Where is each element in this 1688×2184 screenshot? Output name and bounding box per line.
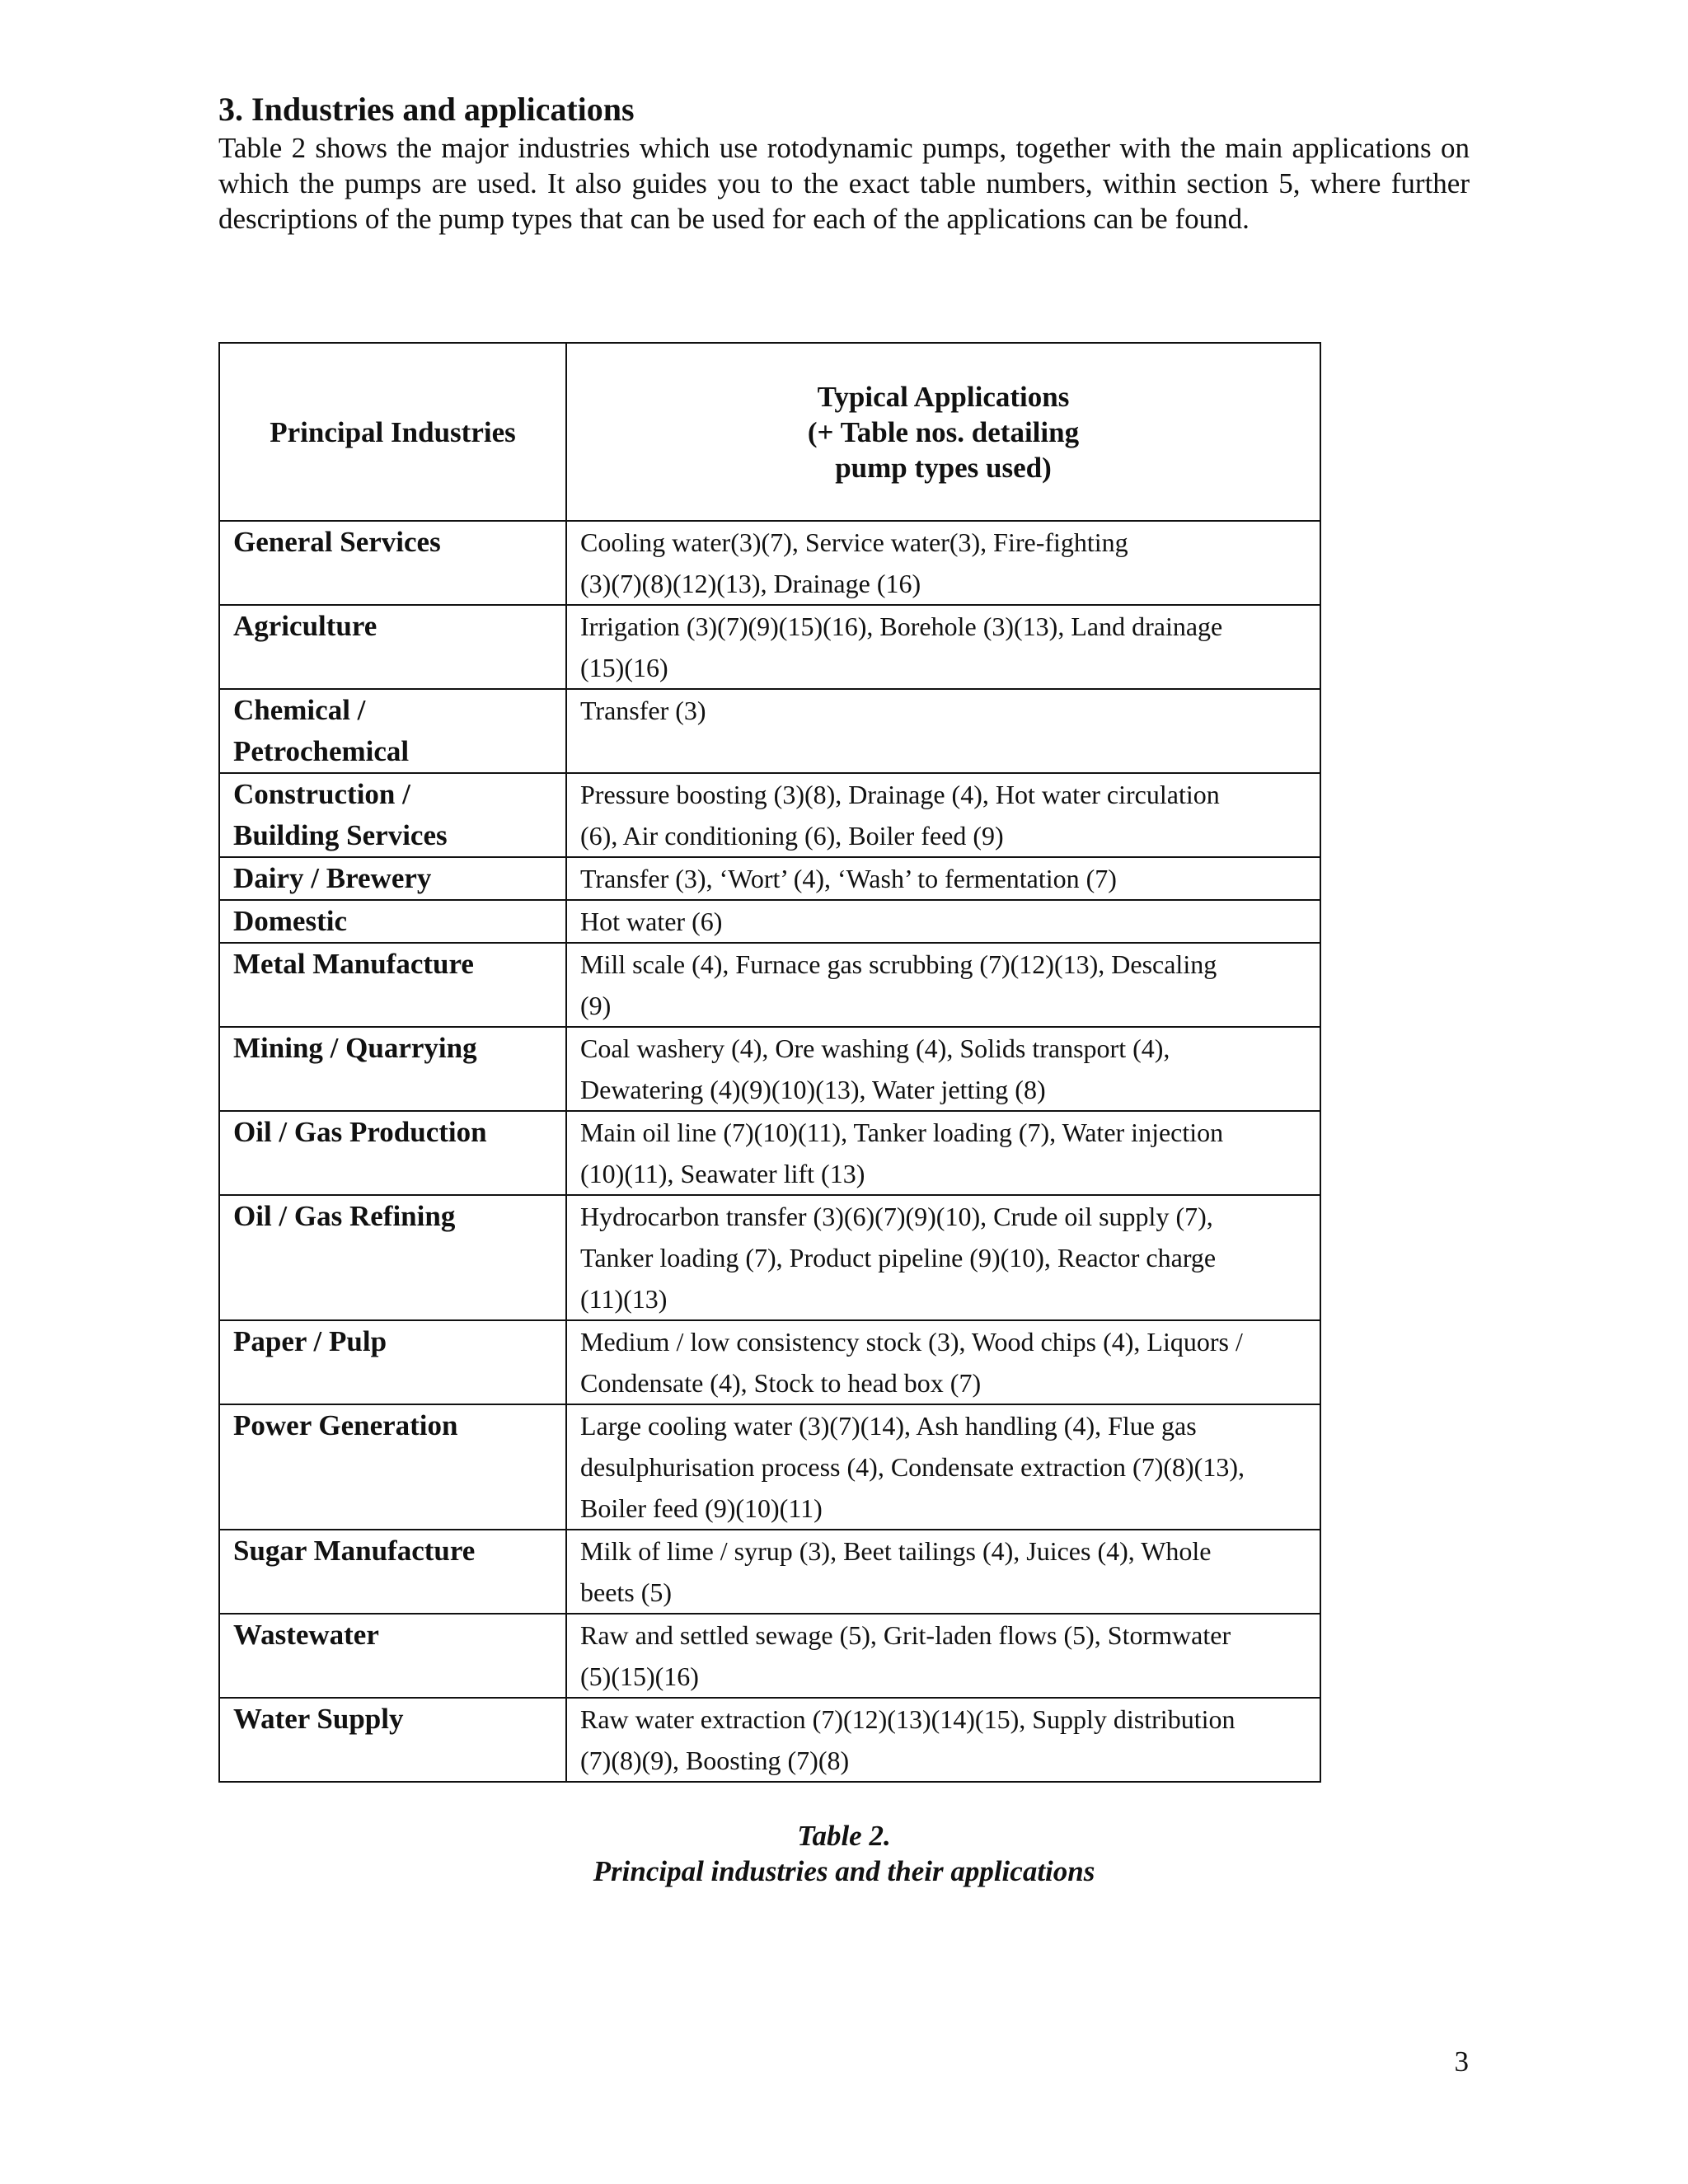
applications-cell — [566, 521, 1320, 605]
industry-name-line: Dairy / Brewery — [233, 862, 432, 894]
header-line: (+ Table nos. detailing — [807, 415, 1080, 448]
industry-cell — [219, 1614, 566, 1698]
table-row — [219, 900, 1320, 943]
table-row — [219, 1111, 1320, 1195]
table-row — [219, 1320, 1320, 1404]
industry-cell — [219, 1698, 566, 1782]
industry-cell — [219, 521, 566, 605]
industry-name-line: Oil / Gas Refining — [233, 1200, 456, 1232]
industry-name-line: General Services — [233, 526, 441, 558]
application-line: Pressure boosting (3)(8), Drainage (4), Hot water circulation — [580, 780, 1220, 809]
application-line: Coal washery (4), Ore washing (4), Solids transport (4), — [580, 1033, 1170, 1063]
application-line: Hot water (6) — [580, 907, 723, 936]
applications-cell — [566, 1111, 1320, 1195]
applications-cell — [566, 1195, 1320, 1320]
industry-cell — [219, 857, 566, 900]
applications-cell — [566, 605, 1320, 689]
industry-name-line: Construction / — [233, 778, 410, 810]
application-line: Hydrocarbon transfer (3)(6)(7)(9)(10), Crude oil supply (7), — [580, 1202, 1213, 1231]
application-line: beets (5) — [580, 1577, 673, 1607]
industry-name-line: Domestic — [233, 905, 348, 937]
industry-cell — [219, 1111, 566, 1195]
industry-name-line: Oil / Gas Production — [233, 1116, 487, 1148]
applications-cell — [566, 857, 1320, 900]
application-line: Raw water extraction (7)(12)(13)(14)(15), Supply distribution — [580, 1704, 1236, 1734]
application-line: Mill scale (4), Furnace gas scrubbing (7)(12)(13), Descaling — [580, 949, 1217, 979]
table-row — [219, 1530, 1320, 1614]
industry-name-line: Paper / Pulp — [233, 1325, 387, 1357]
table-row — [219, 1698, 1320, 1782]
industry-name-line: Petrochemical — [233, 735, 410, 767]
industry-name-line: Mining / Quarrying — [233, 1032, 477, 1064]
applications-cell — [566, 1404, 1320, 1530]
table-row — [219, 773, 1320, 857]
industry-cell — [219, 1404, 566, 1530]
applications-cell — [566, 1027, 1320, 1111]
application-line: (5)(15)(16) — [580, 1661, 699, 1691]
table-header-row — [219, 343, 1320, 521]
table-row — [219, 521, 1320, 605]
section-heading: 3. Industries and applications — [218, 91, 635, 128]
application-line: Medium / low consistency stock (3), Wood chips (4), Liquors / — [580, 1327, 1243, 1357]
industry-cell — [219, 689, 566, 773]
industry-cell — [219, 943, 566, 1027]
application-line: (10)(11), Seawater lift (13) — [580, 1159, 865, 1188]
applications-cell — [566, 1320, 1320, 1404]
application-line: Dewatering (4)(9)(10)(13), Water jetting (8) — [580, 1075, 1046, 1104]
applications-cell — [566, 1614, 1320, 1698]
application-line: (6), Air conditioning (6), Boiler feed (9) — [580, 821, 1004, 851]
industry-name-line: Chemical / — [233, 694, 366, 726]
industry-name-line: Wastewater — [233, 1619, 379, 1651]
industry-name-line: Metal Manufacture — [233, 948, 474, 980]
header-principal-industries: Principal Industries — [219, 343, 566, 521]
table-row — [219, 1027, 1320, 1111]
caption-title: Table 2. — [797, 1820, 891, 1852]
applications-cell — [566, 1698, 1320, 1782]
industry-name-line: Agriculture — [233, 610, 377, 642]
intro-paragraph: Table 2 shows the major industries which use rotodynamic pumps, together with the main applications on which the pumps are used. It also guides you to the exact table numbers, within section 5, where further descriptions of the pump types that can be used for each of the applications can be found. — [218, 132, 1470, 235]
application-line: Milk of lime / syrup (3), Beet tailings (4), Juices (4), Whole — [580, 1536, 1212, 1566]
caption-subtitle: Principal industries and their applications — [593, 1855, 1095, 1887]
application-line: (7)(8)(9), Boosting (7)(8) — [580, 1746, 850, 1775]
application-line: (3)(7)(8)(12)(13), Drainage (16) — [580, 569, 921, 598]
header-line: Typical Applications — [817, 380, 1070, 413]
header-line: pump types used) — [835, 451, 1052, 484]
industries-table — [218, 342, 1321, 1783]
application-line: Tanker loading (7), Product pipeline (9)(10), Reactor charge — [580, 1243, 1217, 1272]
industry-cell — [219, 1320, 566, 1404]
table-row — [219, 857, 1320, 900]
applications-cell — [566, 943, 1320, 1027]
table-row — [219, 605, 1320, 689]
application-line: (11)(13) — [580, 1284, 668, 1314]
industry-cell — [219, 900, 566, 943]
industry-name-line: Sugar Manufacture — [233, 1535, 476, 1567]
applications-cell — [566, 900, 1320, 943]
industry-name-line: Power Generation — [233, 1409, 458, 1441]
industry-cell — [219, 1530, 566, 1614]
table-row — [219, 943, 1320, 1027]
application-line: Transfer (3) — [580, 696, 706, 725]
application-line: Condensate (4), Stock to head box (7) — [580, 1368, 982, 1398]
application-line: Large cooling water (3)(7)(14), Ash handling (4), Flue gas — [580, 1411, 1197, 1441]
application-line: Raw and settled sewage (5), Grit-laden flows (5), Stormwater — [580, 1620, 1231, 1650]
table-body — [219, 521, 1320, 1782]
table-row — [219, 1614, 1320, 1698]
applications-cell — [566, 1530, 1320, 1614]
industry-name-line: Building Services — [233, 819, 448, 851]
application-line: Cooling water(3)(7), Service water(3), Fire-fighting — [580, 527, 1128, 557]
application-line: desulphurisation process (4), Condensate extraction (7)(8)(13), — [580, 1452, 1245, 1482]
page-number: 3 — [1454, 2046, 1469, 2078]
industry-cell — [219, 605, 566, 689]
industry-cell — [219, 1195, 566, 1320]
table-row — [219, 689, 1320, 773]
application-line: (9) — [580, 991, 612, 1020]
table-row — [219, 1195, 1320, 1320]
application-line: (15)(16) — [580, 653, 668, 682]
table-caption — [218, 1818, 1470, 1889]
application-line: Boiler feed (9)(10)(11) — [580, 1493, 823, 1523]
industry-name-line: Water Supply — [233, 1703, 404, 1735]
table-row — [219, 1404, 1320, 1530]
applications-cell — [566, 689, 1320, 773]
application-line: Main oil line (7)(10)(11), Tanker loading (7), Water injection — [580, 1118, 1224, 1147]
application-line: Transfer (3), ‘Wort’ (4), ‘Wash’ to fermentation (7) — [580, 864, 1117, 893]
applications-cell — [566, 773, 1320, 857]
application-line: Irrigation (3)(7)(9)(15)(16), Borehole (3)(13), Land drainage — [580, 612, 1223, 641]
industry-cell — [219, 1027, 566, 1111]
header-typical-applications — [566, 343, 1320, 521]
industry-cell — [219, 773, 566, 857]
